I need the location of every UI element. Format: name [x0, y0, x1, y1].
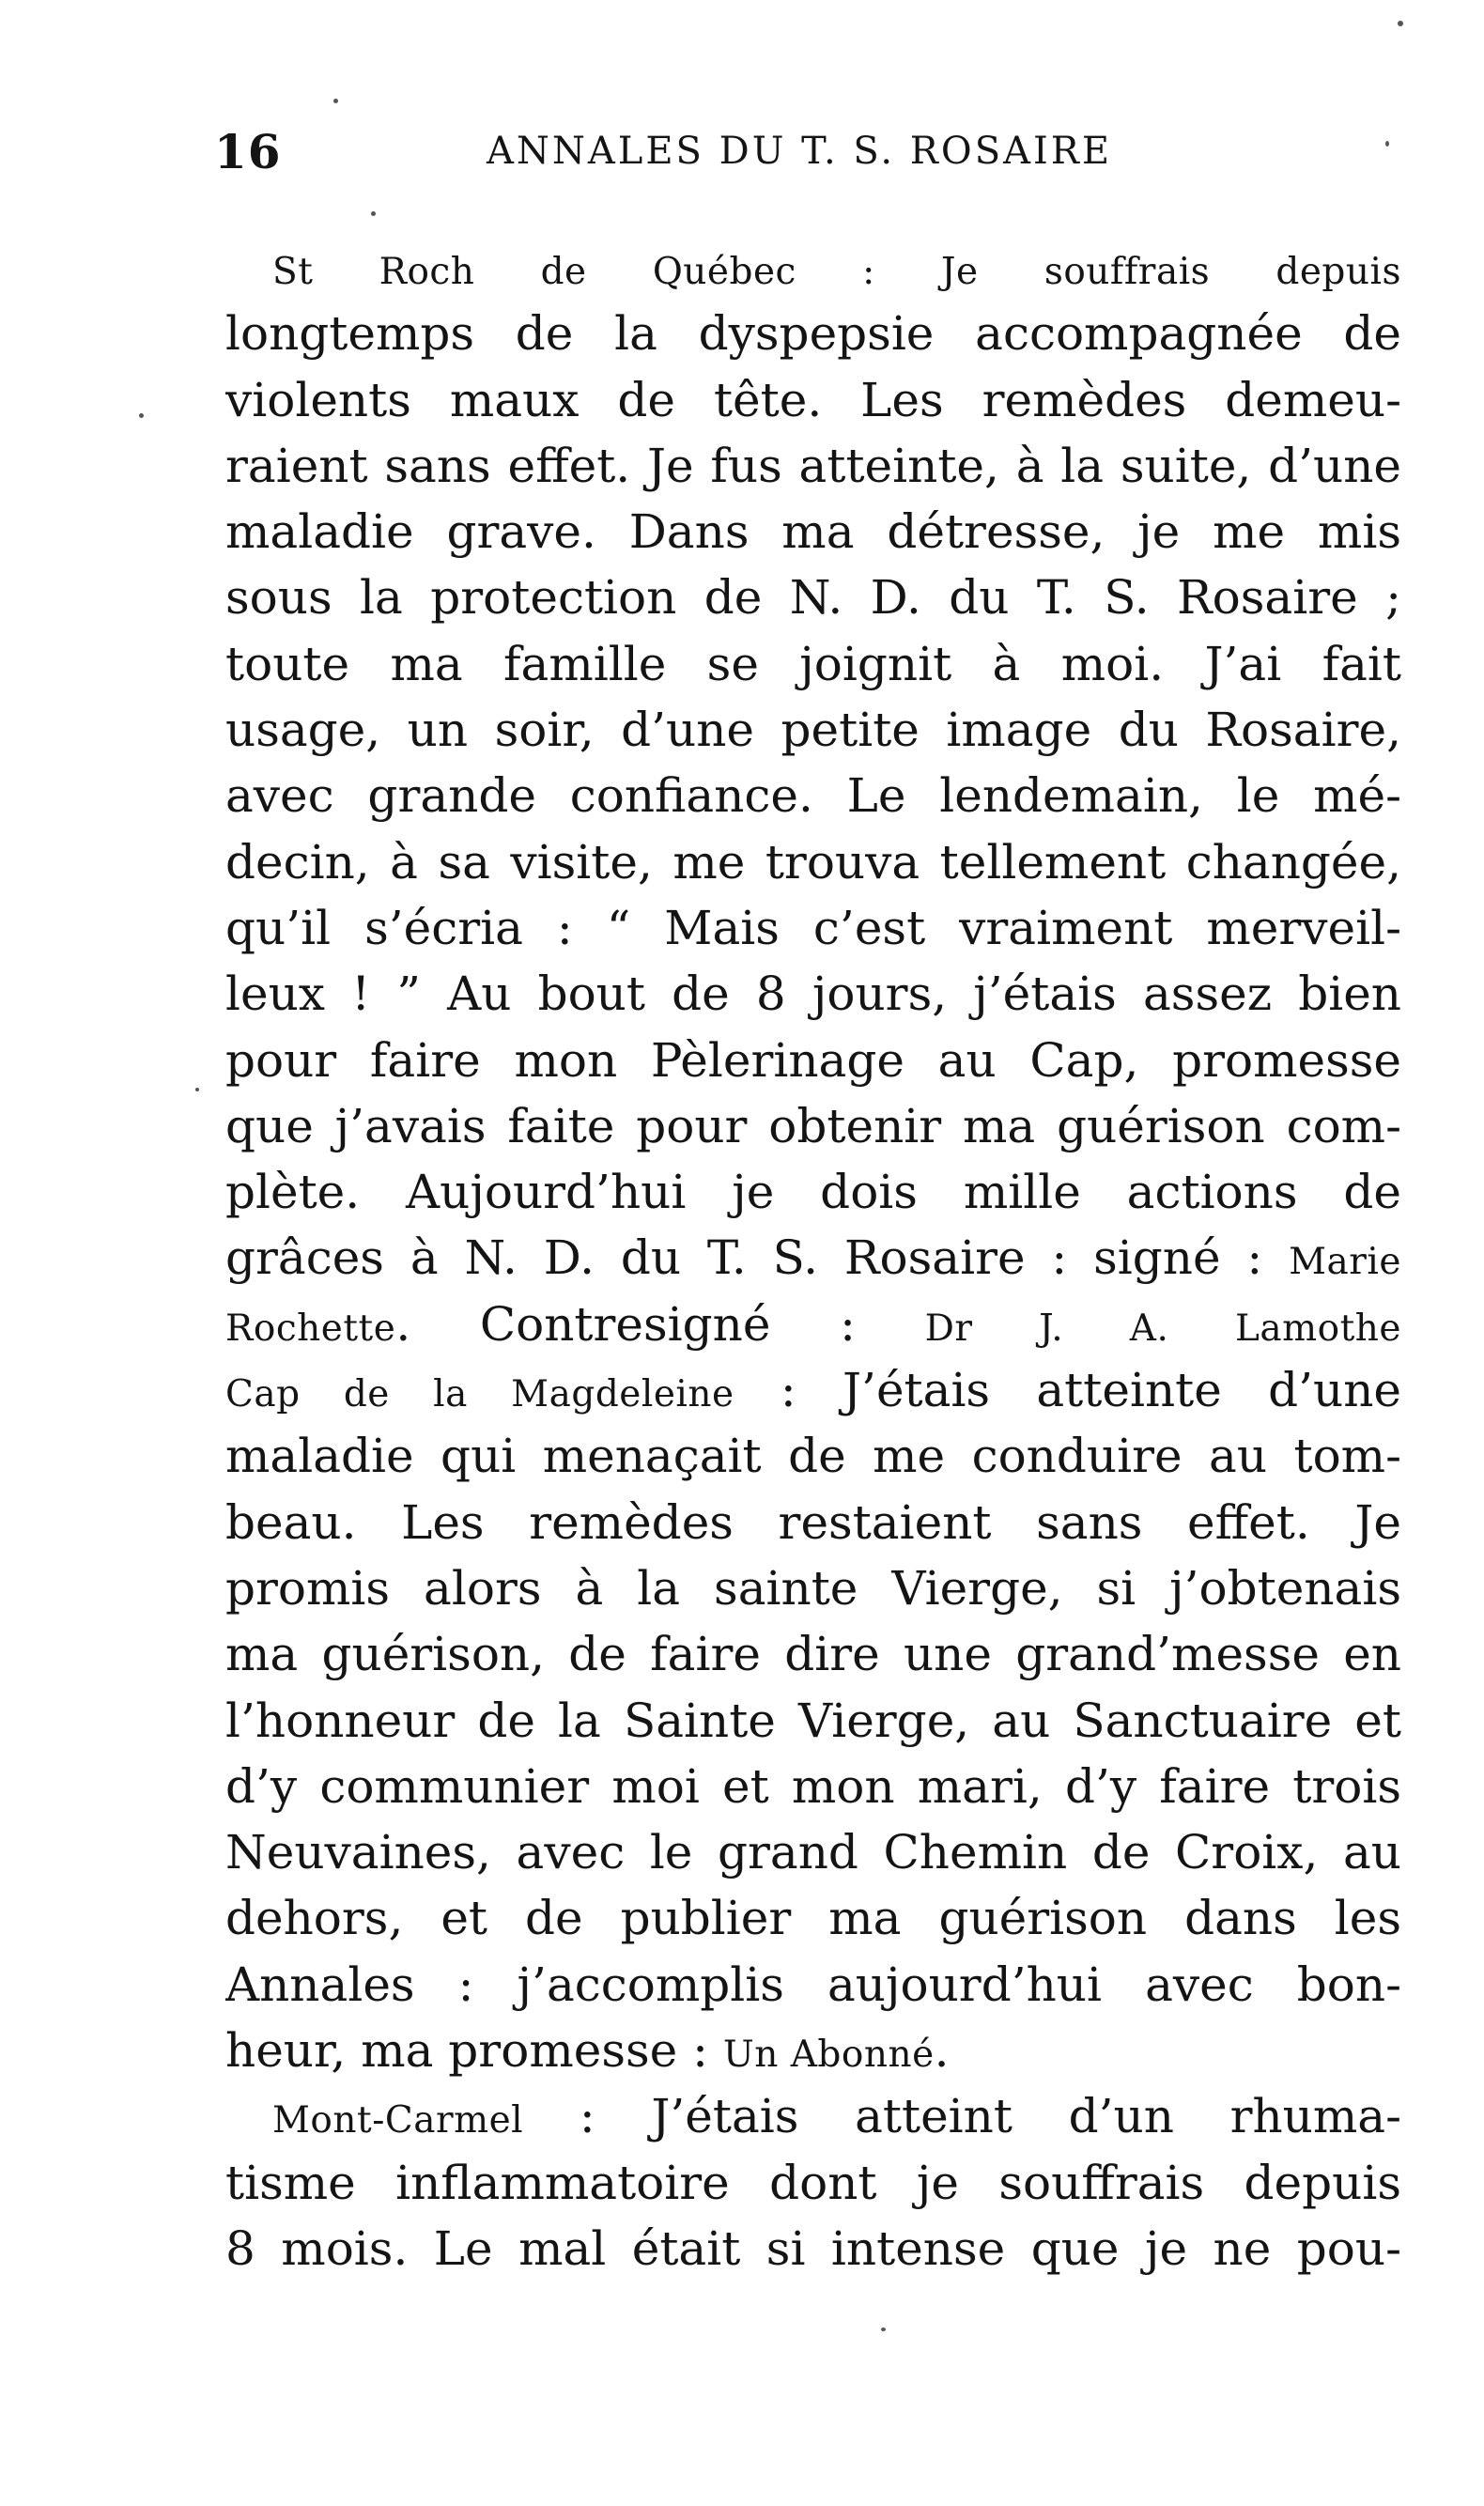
text-line: qu’il s’écria : “ Mais c’est vraiment merveil-	[225, 900, 1401, 955]
countersigner-name: Dr J. A. Lamothe	[924, 1307, 1401, 1350]
signer-name: Rochette	[225, 1307, 396, 1350]
ink-speck	[1398, 21, 1403, 26]
running-title: ANNALES DU T. S. ROSAIRE	[487, 130, 1113, 173]
text-line: leux ! ” Au bout de 8 jours, j’étais assez bien	[225, 967, 1401, 1022]
text-line: dehors, et de publier ma guérison dans les	[225, 1891, 1401, 1946]
text-line	[225, 1357, 1401, 1423]
text-run: : J’étais atteinte d’une	[734, 1363, 1401, 1418]
text-line: longtemps de la dyspepsie accompagnée de	[225, 306, 1401, 362]
text-run: .	[934, 2023, 950, 2079]
ink-speck	[371, 211, 376, 216]
page-header	[214, 124, 1388, 199]
text-line: ma guérison, de faire dire une grand’messe en	[225, 1627, 1401, 1682]
text-line: maladie qui menaçait de me conduire au tom-	[225, 1429, 1401, 1484]
text-line	[225, 2018, 1401, 2083]
text-run: heur, ma promesse :	[225, 2023, 723, 2079]
place-name: Mont-Carmel	[272, 2099, 524, 2142]
text-line: beau. Les remèdes restaient sans effet. Je	[225, 1494, 1401, 1550]
text-line: Annales : j’accomplis aujourd’hui avec bon-	[225, 1957, 1401, 2012]
text-line: avec grande confiance. Le lendemain, le mé-	[225, 768, 1401, 824]
text-line: promis alors à la sainte Vierge, si j’obtenais	[225, 1560, 1401, 1616]
text-line: plète. Aujourd’hui je dois mille actions de	[225, 1165, 1401, 1220]
ink-speck	[139, 413, 144, 418]
body-text	[225, 235, 1401, 2282]
text-line: sous la protection de N. D. du T. S. Rosaire ;	[225, 570, 1401, 626]
text-run: . Contresigné :	[395, 1296, 925, 1352]
text-line	[225, 1225, 1401, 1291]
text-line: toute ma famille se joignit à moi. J’ai fait	[225, 636, 1401, 691]
place-name: Cap de la Magdeleine	[225, 1373, 734, 1416]
text-line: d’y communier moi et mon mari, d’y faire trois	[225, 1758, 1401, 1814]
signer-name: Un Abonné	[722, 2034, 935, 2077]
text-line: pour faire mon Pèlerinage au Cap, promesse	[225, 1032, 1401, 1088]
text-line: tisme inflammatoire dont je souffrais depuis	[225, 2155, 1401, 2210]
page-number: 16	[214, 124, 282, 179]
signer-name: Marie	[1289, 1241, 1401, 1284]
ink-speck	[1385, 141, 1389, 147]
text-line	[225, 235, 1401, 301]
ink-speck	[333, 99, 338, 103]
text-run: grâces à N. D. du T. S. Rosaire : signé :	[225, 1230, 1290, 1286]
text-line: usage, un soir, d’une petite image du Rosaire,	[225, 703, 1401, 758]
place-name: St Roch de Québec : Je souffrais depuis	[272, 251, 1401, 293]
text-run: : J’étais atteint d’un rhuma-	[523, 2089, 1401, 2144]
text-line: maladie grave. Dans ma détresse, je me mis	[225, 504, 1401, 560]
text-line: violents maux de tête. Les remèdes demeu-	[225, 372, 1401, 427]
text-line: 8 mois. Le mal était si intense que je ne pou-	[225, 2220, 1401, 2276]
text-line: Neuvaines, avec le grand Chemin de Croix, au	[225, 1825, 1401, 1880]
ink-speck	[881, 2328, 886, 2331]
text-line: que j’avais faite pour obtenir ma guérison com-	[225, 1098, 1401, 1153]
text-line	[225, 2083, 1401, 2149]
text-line: l’honneur de la Sainte Vierge, au Sanctuaire et	[225, 1693, 1401, 1748]
text-line: raient sans effet. Je fus atteinte, à la suite, d’une	[225, 438, 1401, 493]
text-line: decin, à sa visite, me trouva tellement changée,	[225, 834, 1401, 889]
ink-speck	[195, 1088, 199, 1091]
text-line	[225, 1292, 1401, 1357]
